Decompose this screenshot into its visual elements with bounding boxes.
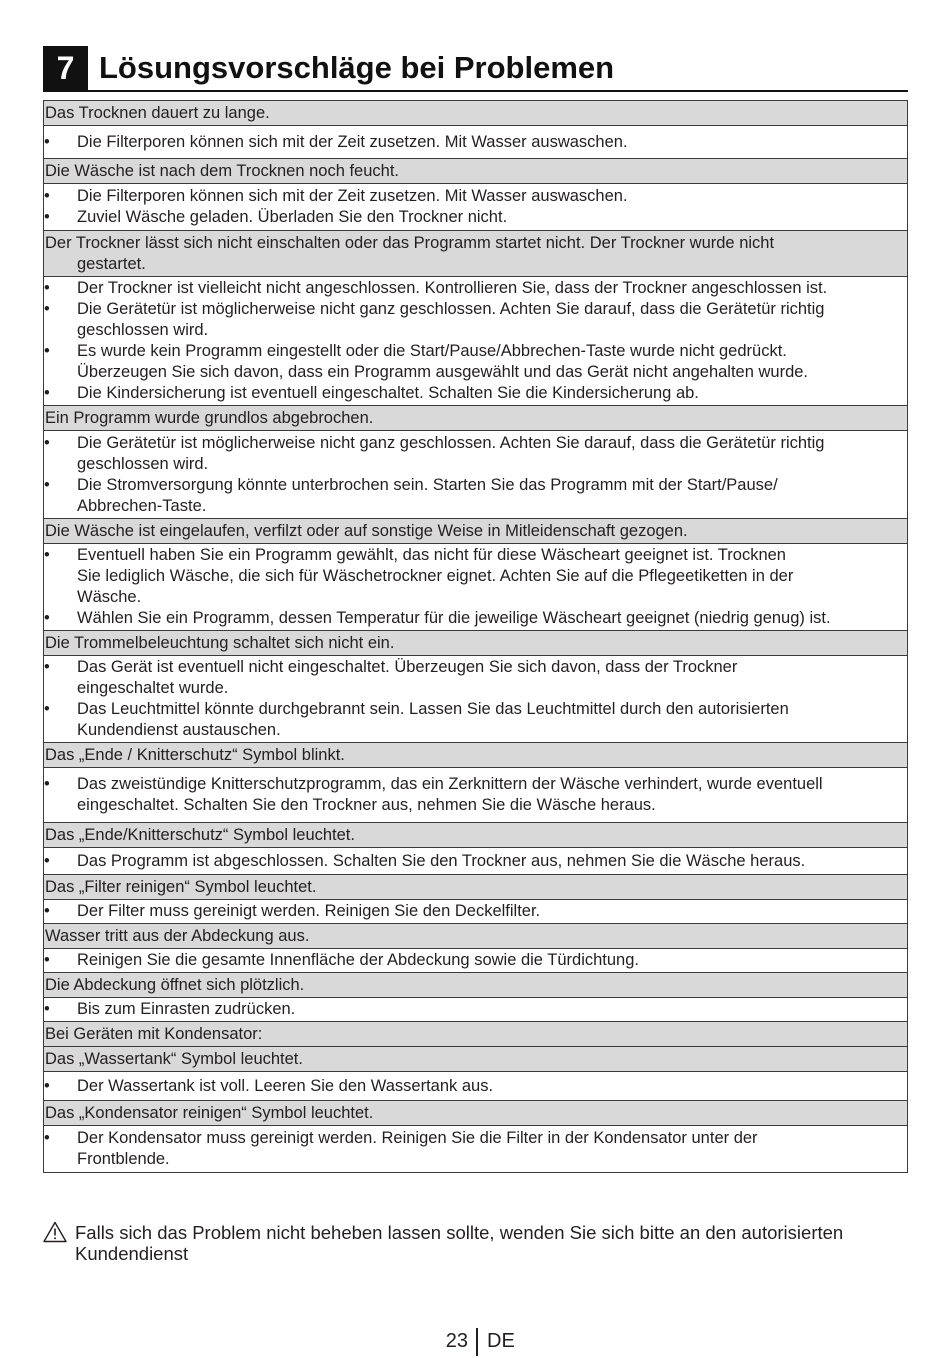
- list-item: [44, 186, 907, 207]
- solution-line: Der Wassertank ist voll. Leeren Sie den Wassertank aus.: [77, 1077, 494, 1095]
- bullet-glyph: •: [44, 852, 50, 870]
- bullet-glyph: •: [44, 1077, 50, 1095]
- solution-cell: [44, 768, 907, 823]
- solution-line: Bis zum Einrasten zudrücken.: [77, 1000, 296, 1018]
- bullet-glyph: •: [44, 300, 50, 318]
- problem-line: Das „Filter reinigen“ Symbol leuchtet.: [45, 878, 317, 896]
- solution-line: geschlossen wird.: [77, 321, 209, 339]
- problem-line: gestartet.: [77, 255, 146, 273]
- solution-line: Eventuell haben Sie ein Programm gewählt, das nicht für diese Wäscheart geeignet ist. Trocknen: [77, 546, 786, 564]
- solution-cell: [44, 277, 907, 406]
- page-number: 23: [445, 1330, 468, 1352]
- list-item: [44, 1128, 907, 1170]
- solution-line: Das zweistündige Knitterschutzprogramm, das ein Zerknittern der Wäsche verhindert, wurde eventuell: [77, 775, 823, 793]
- bullet-glyph: •: [44, 133, 50, 151]
- bullet-glyph: •: [44, 546, 50, 564]
- bullet-glyph: •: [44, 434, 50, 452]
- problem-row: [44, 875, 907, 900]
- bullet-glyph: •: [44, 902, 50, 920]
- chapter-header: [43, 44, 908, 92]
- problem-line: Die Wäsche ist eingelaufen, verfilzt oder auf sonstige Weise in Mitleidenschaft gezogen.: [45, 522, 688, 540]
- page-title: Lösungsvorschläge bei Problemen: [99, 50, 615, 85]
- solution-line: eingeschaltet wurde.: [77, 679, 229, 697]
- problem-line: Das „Ende / Knitterschutz“ Symbol blinkt.: [45, 746, 345, 764]
- problem-line: Das „Ende/Knitterschutz“ Symbol leuchtet.: [45, 826, 355, 844]
- solution-line: Zuviel Wäsche geladen. Überladen Sie den Trockner nicht.: [77, 208, 508, 226]
- note-line: Falls sich das Problem nicht beheben lassen sollte, wenden Sie sich bitte an den autorisierten: [75, 1222, 844, 1243]
- solution-line: Die Gerätetür ist möglicherweise nicht ganz geschlossen. Achten Sie darauf, dass die Gerätetür richtig: [77, 300, 825, 318]
- problem-line: Das Trocknen dauert zu lange.: [45, 104, 270, 122]
- bullet-glyph: •: [44, 609, 50, 627]
- problem-row: [44, 743, 907, 768]
- solution-cell: [44, 126, 907, 159]
- list-item: [44, 341, 907, 383]
- bullet-glyph: •: [44, 658, 50, 676]
- problem-text: [44, 1024, 907, 1045]
- problem-text: [44, 233, 907, 275]
- warning-triangle-icon: [43, 1221, 67, 1243]
- problem-row: [44, 519, 907, 544]
- problem-text: [44, 103, 907, 124]
- bullet-glyph: •: [44, 384, 50, 402]
- solution-cell: [44, 431, 907, 519]
- bullet-glyph: •: [44, 1129, 50, 1147]
- bullet-glyph: •: [44, 342, 50, 360]
- problem-row: [44, 101, 907, 126]
- bullet-glyph: •: [44, 187, 50, 205]
- solution-line: Der Filter muss gereinigt werden. Reinigen Sie den Deckelfilter.: [77, 902, 541, 920]
- problem-row: [44, 1047, 907, 1072]
- problem-row: [44, 159, 907, 184]
- problem-row: [44, 406, 907, 431]
- problem-text: [44, 745, 907, 766]
- solution-line: Überzeugen Sie sich davon, dass ein Programm ausgewählt und das Gerät nicht angehalten wurde.: [77, 363, 809, 381]
- list-item: [44, 999, 907, 1020]
- solution-line: Die Filterporen können sich mit der Zeit zusetzen. Mit Wasser auswaschen.: [77, 133, 628, 151]
- solution-line: Der Trockner ist vielleicht nicht angeschlossen. Kontrollieren Sie, dass der Trockner angeschlossen ist.: [77, 279, 828, 297]
- solution-cell: [44, 998, 907, 1022]
- note-line: Kundendienst: [75, 1243, 189, 1264]
- problem-line: Der Trockner lässt sich nicht einschalten oder das Programm startet nicht. Der Trockner wurde nicht: [45, 234, 775, 252]
- solution-cell: [44, 848, 907, 875]
- solution-line: Das Leuchtmittel könnte durchgebrannt sein. Lassen Sie das Leuchtmittel durch den autorisierten: [77, 700, 789, 718]
- list-item: [44, 132, 907, 153]
- problem-row: [44, 1022, 907, 1047]
- solution-cell: [44, 900, 907, 924]
- solution-line: Frontblende.: [77, 1150, 170, 1168]
- problem-line: Die Abdeckung öffnet sich plötzlich.: [45, 976, 305, 994]
- solution-line: Die Kindersicherung ist eventuell eingeschaltet. Schalten Sie die Kindersicherung ab.: [77, 384, 699, 402]
- problem-text: [44, 877, 907, 898]
- warning-note: [43, 1222, 913, 1264]
- solution-line: Sie lediglich Wäsche, die sich für Wäschetrockner eignet. Achten Sie auf die Pflegeetiketten in der: [77, 567, 794, 585]
- solution-cell: [44, 544, 907, 631]
- list-item: [44, 1076, 907, 1097]
- problem-text: [44, 975, 907, 996]
- problem-row: [44, 631, 907, 656]
- list-item: [44, 383, 907, 404]
- chapter-number-badge: 7: [43, 46, 88, 90]
- list-item: [44, 433, 907, 475]
- solution-cell: [44, 656, 907, 743]
- problem-row: [44, 924, 907, 949]
- solution-line: Wäsche.: [77, 588, 142, 606]
- page-footer: [0, 1328, 950, 1358]
- problem-line: Wasser tritt aus der Abdeckung aus.: [45, 927, 310, 945]
- list-item: [44, 475, 907, 517]
- problem-line: Ein Programm wurde grundlos abgebrochen.: [45, 409, 374, 427]
- solution-line: Es wurde kein Programm eingestellt oder die Start/Pause/Abbrechen-Taste wurde nicht gedrückt.: [77, 342, 787, 360]
- solution-line: Das Gerät ist eventuell nicht eingeschaltet. Überzeugen Sie sich davon, dass der Trockner: [77, 658, 738, 676]
- solution-line: Der Kondensator muss gereinigt werden. Reinigen Sie die Filter in der Kondensator unter der: [77, 1129, 758, 1147]
- solution-line: Die Gerätetür ist möglicherweise nicht ganz geschlossen. Achten Sie darauf, dass die Gerätetür richtig: [77, 434, 825, 452]
- list-item: [44, 608, 907, 629]
- solution-cell: [44, 1072, 907, 1101]
- list-item: [44, 901, 907, 922]
- problem-line: Das „Wassertank“ Symbol leuchtet.: [45, 1050, 303, 1068]
- problem-line: Das „Kondensator reinigen“ Symbol leuchtet.: [45, 1104, 374, 1122]
- list-item: [44, 545, 907, 608]
- problem-text: [44, 521, 907, 542]
- list-item: [44, 657, 907, 699]
- problem-line: Bei Geräten mit Kondensator:: [45, 1025, 263, 1043]
- bullet-glyph: •: [44, 476, 50, 494]
- solution-line: Die Stromversorgung könnte unterbrochen sein. Starten Sie das Programm mit der Start/Pause/: [77, 476, 778, 494]
- list-item: [44, 950, 907, 971]
- problem-row: [44, 1101, 907, 1126]
- header-rule: [43, 90, 908, 92]
- problem-line: Die Trommelbeleuchtung schaltet sich nicht ein.: [45, 634, 395, 652]
- troubleshooting-table: [43, 100, 908, 1173]
- problem-text: [44, 408, 907, 429]
- list-item: [44, 207, 907, 228]
- solution-line: eingeschaltet. Schalten Sie den Trockner aus, nehmen Sie die Wäsche heraus.: [77, 796, 656, 814]
- problem-row: [44, 823, 907, 848]
- list-item: [44, 299, 907, 341]
- list-item: [44, 278, 907, 299]
- bullet-glyph: •: [44, 700, 50, 718]
- solution-cell: [44, 1126, 907, 1173]
- solution-line: Die Filterporen können sich mit der Zeit zusetzen. Mit Wasser auswaschen.: [77, 187, 628, 205]
- bullet-glyph: •: [44, 1000, 50, 1018]
- solution-line: Reinigen Sie die gesamte Innenfläche der Abdeckung sowie die Türdichtung.: [77, 951, 639, 969]
- solution-line: geschlossen wird.: [77, 455, 209, 473]
- solution-line: Kundendienst austauschen.: [77, 721, 281, 739]
- solution-line: Wählen Sie ein Programm, dessen Temperatur für die jeweilige Wäscheart geeignet (niedrig genug) ist.: [77, 609, 831, 627]
- solution-cell: [44, 949, 907, 973]
- problem-line: Die Wäsche ist nach dem Trocknen noch feucht.: [45, 162, 400, 180]
- problem-text: [44, 1049, 907, 1070]
- bullet-glyph: •: [44, 775, 50, 793]
- warning-note-text: [43, 1222, 913, 1264]
- bullet-glyph: •: [44, 279, 50, 297]
- list-item: [44, 774, 907, 816]
- problem-row: [44, 973, 907, 998]
- footer-divider: [476, 1328, 478, 1356]
- problem-text: [44, 926, 907, 947]
- list-item: [44, 851, 907, 872]
- bullet-glyph: •: [44, 208, 50, 226]
- problem-row: [44, 231, 907, 277]
- list-item: [44, 699, 907, 741]
- solution-cell: [44, 184, 907, 231]
- language-code: DE: [487, 1330, 515, 1352]
- problem-text: [44, 161, 907, 182]
- problem-text: [44, 1103, 907, 1124]
- problem-text: [44, 825, 907, 846]
- solution-line: Das Programm ist abgeschlossen. Schalten Sie den Trockner aus, nehmen Sie die Wäsche heraus.: [77, 852, 806, 870]
- problem-text: [44, 633, 907, 654]
- bullet-glyph: •: [44, 951, 50, 969]
- solution-line: Abbrechen-Taste.: [77, 497, 207, 515]
